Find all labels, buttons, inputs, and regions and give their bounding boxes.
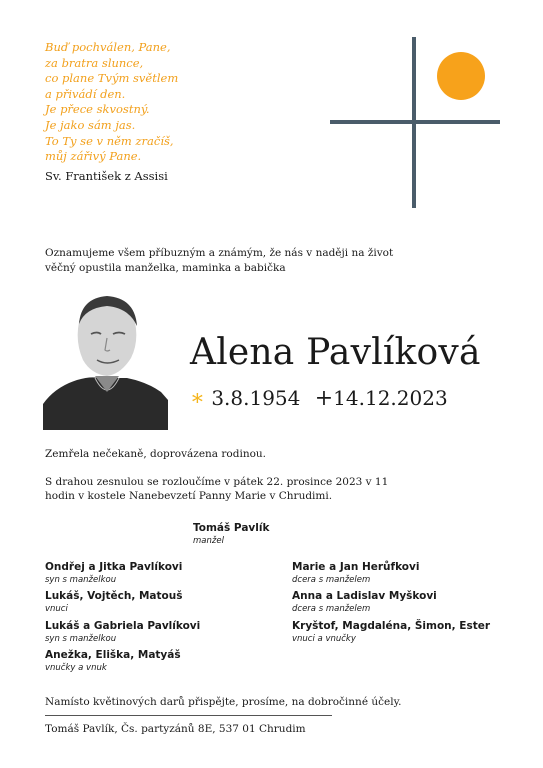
poem-author: Sv. František z Assisi [45,169,168,183]
mourner-name: Lukáš a Gabriela Pavlíkovi [45,620,201,632]
mourner-relation: vnučky a vnuk [45,663,107,673]
cross-horizontal [330,120,500,124]
death-cross-icon: + [314,386,334,411]
mourner-relation: dcera s manželem [292,575,371,585]
mourner-relation: vnuci a vnučky [292,634,356,644]
mourner-relation: vnuci [45,604,68,614]
birth-star-icon: ∗ [190,386,205,411]
portrait-photo [43,292,168,430]
spouse-name: Tomáš Pavlík [193,522,270,534]
birth-date: 3.8.1954 [211,386,301,410]
donation-note: Namísto květinových darů přispějte, prosíme, na dobročinné účely. [45,696,402,708]
poem-line: Buď pochválen, Pane, [45,40,171,54]
life-dates [190,386,448,411]
death-circumstances: Zemřela nečekaně, doprovázena rodinou. [45,448,267,460]
announcement-intro: Oznamujeme všem příbuzným a známým, že nás v naději na život věčný opustila manželka, maminka a babička [45,247,394,274]
mourner-name: Marie a Jan Herůfkovi [292,561,420,573]
mourner-name: Anežka, Eliška, Matyáš [45,649,181,661]
mourner-name: Ondřej a Jitka Pavlíkovi [45,561,183,573]
sun-cross-emblem [0,0,543,220]
poem-line: můj zářivý Pane. [45,149,142,164]
mourner-relation: syn s manželkou [45,634,117,644]
poem-line: a přivádí den. [45,86,126,101]
death-date: 14.12.2023 [333,386,448,410]
poem-line: Je přece skvostný. [45,102,150,117]
mourner-name: Kryštof, Magdaléna, Šimon, Ester [292,620,491,632]
funeral-info: S drahou zesnulou se rozloučíme v pátek 22. prosince 2023 v 11 hodin v kostele Nanebevzetí Panny Marie v Chrudimi. [45,476,389,502]
sun-icon [437,52,485,100]
poem-line: za bratra slunce, [45,55,144,70]
deceased-name: Alena Pavlíková [190,332,481,373]
contact-address: Tomáš Pavlík, Čs. partyzánů 8E, 537 01 Chrudim [45,723,306,735]
mourner-name: Lukáš, Vojtěch, Matouš [45,590,183,602]
spouse-relation: manžel [193,536,224,546]
poem-line: Je jako sám jas. [45,117,136,132]
mourner-relation: syn s manželkou [45,575,117,585]
divider [45,715,332,716]
mourner-relation: dcera s manželem [292,604,371,614]
mourner-name: Anna a Ladislav Myškovi [292,590,437,602]
poem-line: co plane Tvým světlem [45,71,179,86]
poem-line: To Ty se v něm zračíš, [45,133,174,148]
